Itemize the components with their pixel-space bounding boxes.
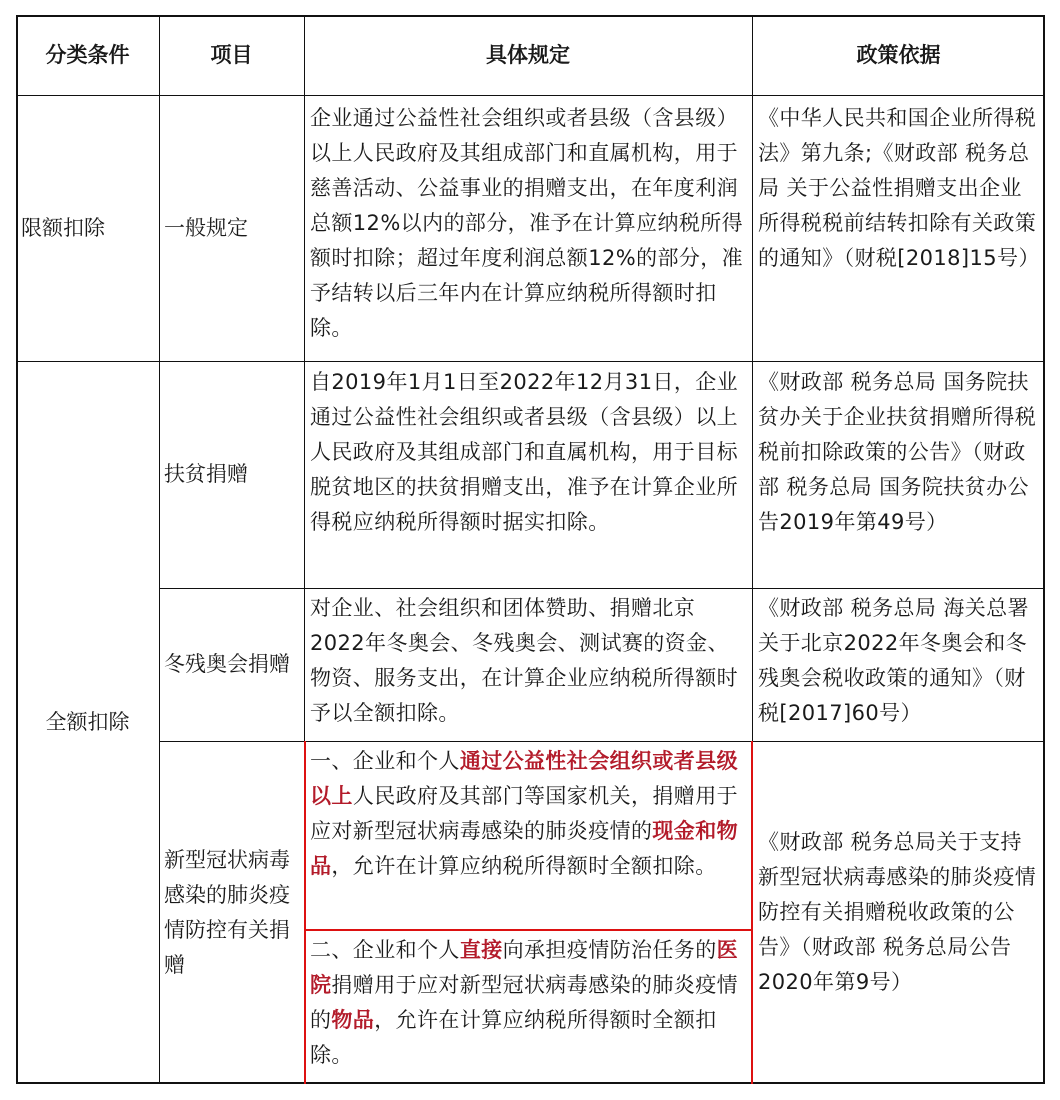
rule-poverty: 自2019年1月1日至2022年12月31日，企业通过公益性社会组织或者县级（含县级）以上人民政府及其组成部门和直属机构，用于目标脱贫地区的扶贫捐赠支出，准予在计算企业所得税应纳税所得额时据实扣除。	[310, 370, 739, 534]
border-limited-bottom	[16, 361, 1045, 362]
border-header-bottom	[16, 95, 1045, 96]
rule-covid-2	[304, 933, 752, 1084]
covid2-text-1: 二、企业和个人	[310, 938, 460, 962]
border-bottom	[16, 1082, 1045, 1084]
covid2-highlight-1: 直接	[459, 938, 503, 962]
policy-table	[16, 15, 1045, 1084]
covid1-highlight-2: 现金和物品	[310, 819, 739, 878]
covid-rule-frame-right	[751, 741, 753, 1084]
header-rule: 具体规定	[486, 42, 570, 67]
covid1-text-3: ，允许在计算应纳税所得额时全额扣除。	[331, 854, 717, 878]
covid1-highlight-1: 通过公益性社会组织或者县级以上	[310, 749, 739, 808]
border-top	[16, 15, 1045, 17]
header-category: 分类条件	[45, 42, 130, 67]
covid1-text-1: 一、企业和个人	[310, 749, 460, 773]
covid2-text-4: ，允许在计算应纳税所得额时全额扣除。	[310, 1008, 717, 1067]
header-item: 项目	[210, 42, 253, 67]
covid1-text-2: 人民政府及其部门等国家机关，捐赠用于应对新型冠状病毒感染的肺炎疫情的	[310, 784, 739, 843]
rule-general: 企业通过公益性社会组织或者县级（含县级）以上人民政府及其组成部门和直属机构，用于慈善活动、公益事业的捐赠支出，在年度利润总额12%以内的部分，准予在计算应纳税所得额时扣除；超过年度利润总额12%的部分，准予结转以后三年内在计算应纳税所得额时扣除。	[310, 106, 744, 340]
basis-covid: 《财政部 税务总局关于支持新型冠状病毒感染的肺炎疫情防控有关捐赠税收政策的公告》（财政部 税务总局公告2020年第9号）	[758, 830, 1037, 994]
covid-rule-frame-left	[304, 741, 306, 1084]
border-right	[1043, 15, 1045, 1084]
group-limited: 限额扣除	[21, 215, 105, 240]
basis-olympics: 《财政部 税务总局 海关总署关于北京2022年冬奥会和冬残奥会税收政策的通知》（财税[2017]60号）	[758, 596, 1029, 725]
covid2-highlight-2: 医院	[310, 938, 739, 997]
item-poverty: 扶贫捐赠	[164, 462, 248, 486]
covid2-text-2: 向承担疫情防治任务的	[502, 938, 717, 962]
header-basis: 政策依据	[856, 42, 941, 67]
item-general: 一般规定	[164, 215, 248, 240]
border-olympics-bottom	[159, 741, 1045, 742]
covid-rule-divider	[304, 929, 752, 931]
group-full: 全额扣除	[45, 710, 130, 734]
border-poverty-bottom	[159, 588, 1045, 589]
basis-general: 《中华人民共和国企业所得税法》第九条;《财政部 税务总局 关于公益性捐赠支出企业所得税税前结转扣除有关政策的通知》（财税[2018]15号）	[758, 106, 1040, 270]
covid2-highlight-3: 物品	[331, 1008, 375, 1032]
border-left	[16, 15, 18, 1084]
rule-covid-1	[304, 744, 752, 925]
rule-olympics: 对企业、社会组织和团体赞助、捐赠北京2022年冬奥会、冬残奥会、测试赛的资金、物资、服务支出，在计算企业应纳税所得额时予以全额扣除。	[310, 596, 738, 725]
border-col-1	[159, 15, 160, 1084]
basis-poverty: 《财政部 税务总局 国务院扶贫办关于企业扶贫捐赠所得税税前扣除政策的公告》（财政部 税务总局 国务院扶贫办公告2019年第49号）	[758, 370, 1037, 534]
item-olympics: 冬残奥会捐赠	[164, 652, 290, 676]
covid2-text-3: 捐赠用于应对新型冠状病毒感染的肺炎疫情的	[310, 973, 739, 1032]
item-covid: 新型冠状病毒感染的肺炎疫情防控有关捐赠	[164, 847, 290, 977]
